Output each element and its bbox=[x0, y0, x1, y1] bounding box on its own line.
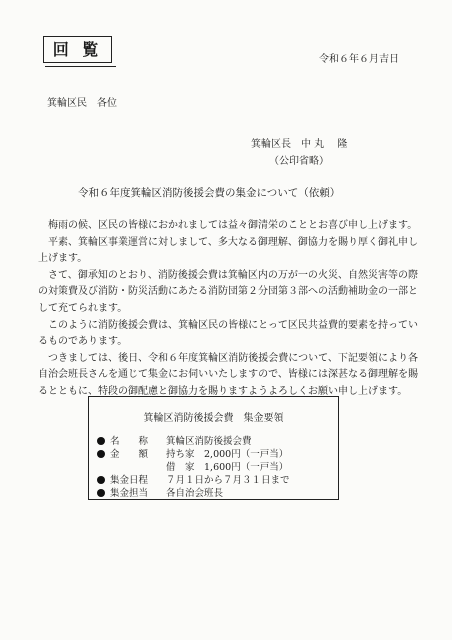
paragraph-purpose: さて、御承知のとおり、消防後援会費は箕輪区内の万が一の火災、自然災害等の際の対策費及び消防・防災活動にあたる消防団第２分団第３部への活動補助金の一部として充てられます。 bbox=[38, 269, 418, 314]
summary-title: 箕輪区消防後援会費 集金要領 bbox=[143, 413, 284, 424]
summary-row bbox=[97, 448, 288, 462]
summary-label: 集金担当 bbox=[110, 488, 149, 499]
kairan-stamp: 回 覧 bbox=[43, 36, 112, 63]
collection-summary-box bbox=[88, 396, 339, 500]
summary-row bbox=[110, 461, 288, 475]
summary-value: 箕輪区消防後援会費 bbox=[166, 436, 252, 447]
paragraph-thanks: 平素、箕輪区事業運営に対しまして、多大なる御理解、御協力を賜り厚く御礼申し上げます。 bbox=[38, 236, 418, 265]
summary-value: 借 家 1,600円（一戸当） bbox=[166, 462, 289, 473]
summary-label: 金 額 bbox=[110, 449, 149, 460]
seal-omitted-note: （公印省略） bbox=[269, 156, 329, 167]
bullet-icon bbox=[97, 489, 105, 497]
summary-row bbox=[97, 487, 223, 501]
document-date: 令和６年６月吉日 bbox=[319, 54, 399, 65]
bullet-icon bbox=[97, 450, 105, 458]
body-text bbox=[38, 218, 418, 401]
summary-label: 名 称 bbox=[110, 436, 149, 447]
summary-value: 持ち家 2,000円（一戸当） bbox=[166, 449, 289, 460]
summary-value: ７月１日から７月３１日まで bbox=[166, 475, 290, 486]
paragraph-greeting: 梅雨の候、区民の皆様におかれましては益々御清栄のこととお喜び申し上げます。 bbox=[48, 220, 418, 231]
paragraph-nature: このように消防後援会費は、箕輪区民の皆様にとって区民共益費的要素を持っているものであります。 bbox=[38, 319, 418, 348]
recipient: 箕輪区民 各位 bbox=[47, 98, 117, 109]
bullet-icon bbox=[97, 437, 105, 445]
document-title: 令和６年度箕輪区消防後援会費の集金について（依頼） bbox=[78, 187, 341, 199]
summary-row bbox=[97, 435, 252, 449]
summary-label: 集金日程 bbox=[110, 475, 149, 486]
summary-row bbox=[97, 474, 290, 488]
sender-name: 箕輪区長 中 丸 隆 bbox=[251, 139, 348, 150]
summary-value: 各自治会班長 bbox=[166, 488, 224, 499]
bullet-icon bbox=[97, 476, 105, 484]
paragraph-request: つきましては、後日、令和６年度箕輪区消防後援会費について、下記要領により各自治会班長さんを通じて集金にお伺いいたしますので、皆様には深甚なる御理解を賜るとともに、特段の御配慮と御協力を賜りますようよろしくお願い申し上げます。 bbox=[38, 352, 418, 397]
